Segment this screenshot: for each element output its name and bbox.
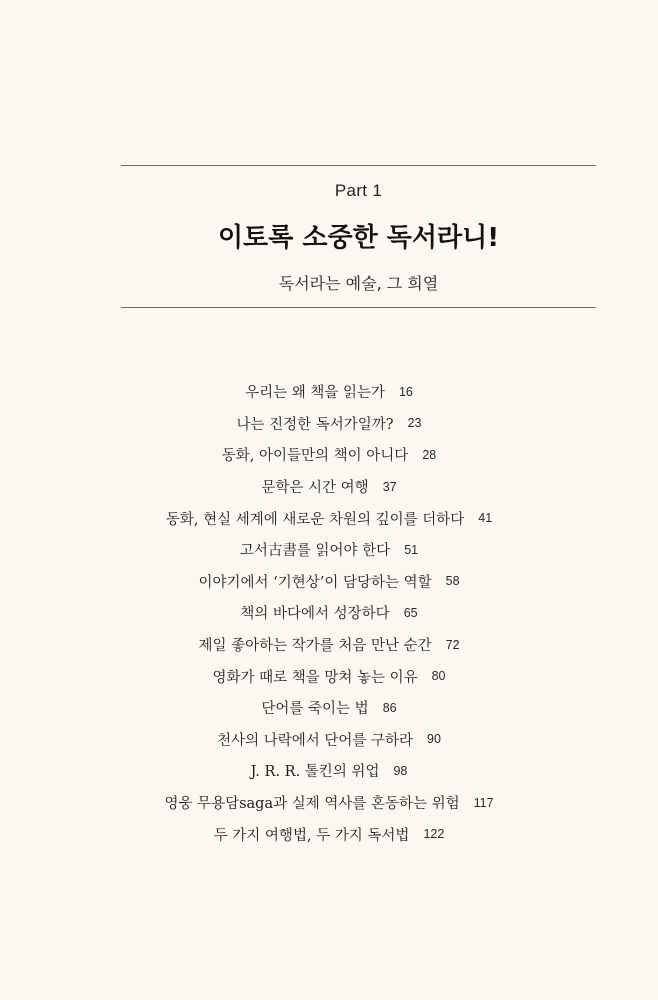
- toc-entry-page: 51: [404, 542, 419, 557]
- toc-entry-title: 고서古書를 읽어야 한다: [239, 543, 391, 560]
- toc-entry-title: 영웅 무용담saga과 실제 역사를 혼동하는 위험: [164, 796, 460, 813]
- toc-entry: [0, 566, 658, 598]
- toc-entry: [0, 439, 658, 471]
- toc-entry: [0, 471, 658, 503]
- toc-entry-title: 동화, 현실 세계에 새로운 차원의 깊이를 더하다: [165, 511, 465, 528]
- toc-entry: [0, 376, 658, 408]
- toc-entry: [0, 597, 658, 629]
- toc-entry-page: 72: [445, 637, 460, 652]
- toc-entry-title: 문학은 시간 여행: [261, 480, 369, 497]
- toc-entry-title: 단어를 죽이는 법: [261, 701, 369, 718]
- part-subtitle: 독서라는 예술, 그 희열: [278, 274, 439, 293]
- toc-entry-title: 천사의 나락에서 단어를 구하라: [217, 732, 413, 749]
- toc-entry-page: 16: [398, 384, 413, 399]
- toc-entry-page: 41: [478, 511, 493, 526]
- toc-entry-page: 86: [382, 700, 397, 715]
- toc-entry-title: J. R. R. 톨킨의 위업: [250, 764, 380, 781]
- toc-entry-page: 23: [407, 416, 422, 431]
- toc-entry-title: 이야기에서 ‘기현상’이 담당하는 역할: [198, 574, 432, 591]
- toc-entry-title: 나는 진정한 독서가일까?: [236, 416, 394, 433]
- toc-entry-page: 80: [431, 669, 446, 684]
- toc-entry: [0, 818, 658, 850]
- toc-entry-page: 28: [422, 447, 437, 462]
- toc-entry-page: 117: [473, 795, 494, 810]
- toc-entry-title: 영화가 때로 책을 망쳐 놓는 이유: [212, 669, 418, 686]
- top-divider: [121, 165, 596, 166]
- toc-entry-page: 98: [393, 763, 408, 778]
- toc-entry-title: 두 가지 여행법, 두 가지 독서법: [213, 827, 410, 844]
- toc-entry: [0, 787, 658, 819]
- toc-entry-page: 37: [382, 479, 397, 494]
- toc-entry-page: 90: [427, 732, 441, 747]
- table-of-contents: [0, 376, 658, 850]
- part-title: 이토록 소중한 독서라니!: [217, 223, 500, 253]
- toc-entry-page: 58: [445, 574, 460, 589]
- toc-entry-title: 책의 바다에서 성장하다: [240, 606, 390, 623]
- toc-entry: [0, 502, 658, 534]
- toc-entry: [0, 629, 658, 661]
- bottom-divider: [121, 307, 596, 308]
- toc-entry-title: 동화, 아이들만의 책이 아니다: [221, 448, 409, 465]
- toc-entry: [0, 692, 658, 724]
- toc-entry-page: 65: [403, 605, 418, 620]
- toc-entry: [0, 408, 658, 440]
- toc-entry-title: 제일 좋아하는 작가를 처음 만난 순간: [198, 638, 432, 655]
- toc-entry: [0, 534, 658, 566]
- toc-entry: [0, 724, 658, 756]
- toc-entry: [0, 755, 658, 787]
- part-label: Part 1: [334, 181, 383, 200]
- toc-entry-page: 122: [423, 827, 445, 842]
- toc-entry-title: 우리는 왜 책을 읽는가: [245, 385, 385, 402]
- toc-entry: [0, 660, 658, 692]
